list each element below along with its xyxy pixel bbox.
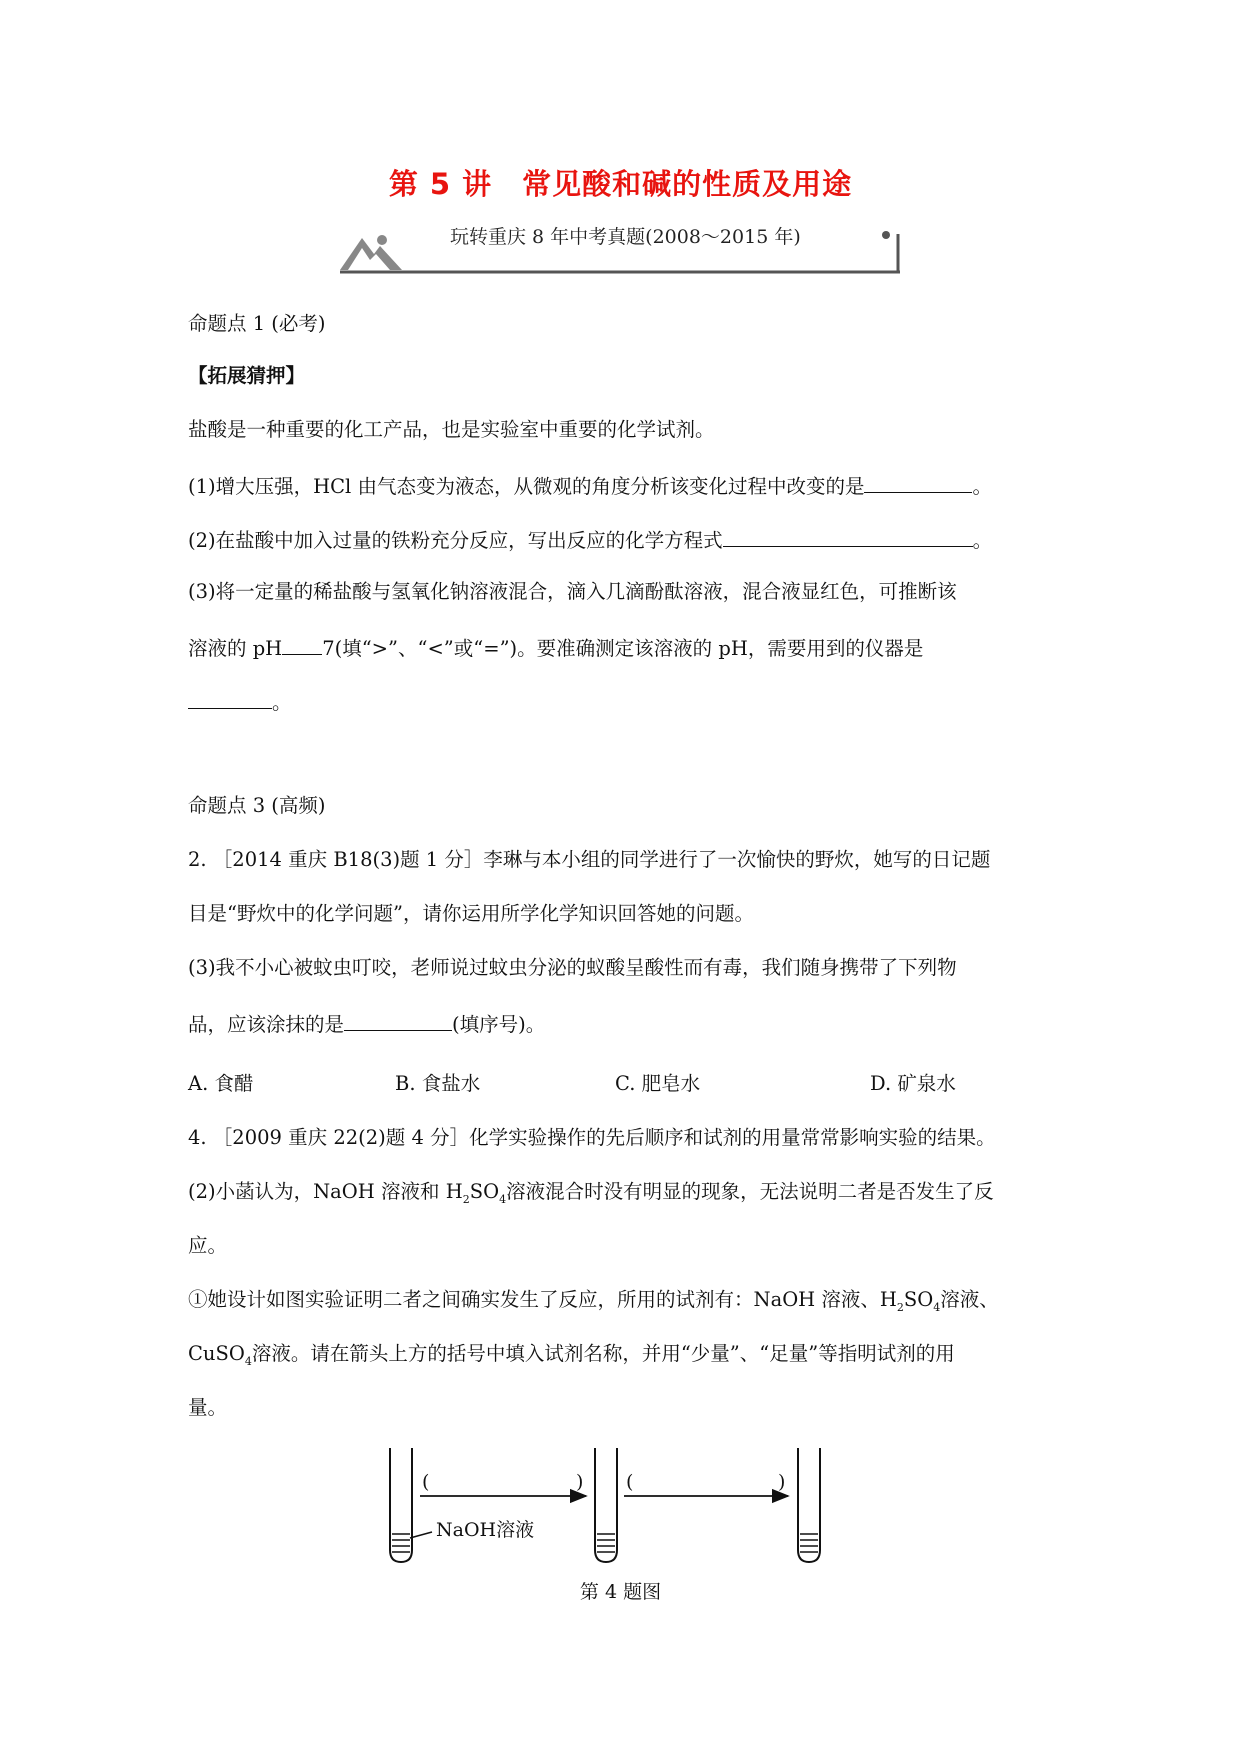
- section-heading-3: 命题点 3 (高频): [188, 794, 326, 817]
- close-paren-2: ): [778, 1471, 786, 1493]
- subscript: 4: [244, 1354, 252, 1368]
- page-title: 第 5 讲 常见酸和碱的性质及用途: [388, 167, 853, 201]
- section-heading-1: 命题点 1 (必考): [188, 312, 326, 335]
- tube-label: NaOH溶液: [436, 1519, 535, 1541]
- experiment-figure: [380, 1440, 860, 1570]
- problem-4-c1-line-2: [188, 1344, 955, 1367]
- question-3-line-3: [188, 690, 292, 713]
- punctuation: 。: [972, 529, 993, 552]
- answer-blank: [282, 636, 322, 655]
- subscript: 4: [933, 1300, 941, 1314]
- figure-caption: 第 4 题图: [579, 1581, 662, 1603]
- option-c: C. 肥皂水: [615, 1072, 701, 1095]
- question-1-text: (1)增大压强，HCl 由气态变为液态，从微观的角度分析该变化过程中改变的是: [188, 475, 865, 498]
- answer-blank: [344, 1012, 452, 1031]
- answer-blank: [864, 474, 972, 493]
- banner-text: 玩转重庆 8 年中考真题(2008～2015 年): [450, 226, 801, 248]
- option-a: A. 食醋: [188, 1072, 254, 1095]
- problem-4-q2-line-2: 应。: [188, 1234, 228, 1257]
- problem-4-line-1: 4. ［2009 重庆 22(2)题 4 分］化学实验操作的先后顺序和试剂的用量常常影响实验的结果。: [188, 1126, 996, 1149]
- mountain-logo-icon: [340, 235, 402, 270]
- problem-4-text: CuSO: [188, 1342, 245, 1365]
- answer-blank: [188, 690, 272, 709]
- test-tube-1: [390, 1448, 412, 1562]
- problem-4-text: 溶液、: [940, 1288, 999, 1311]
- problem-2-q3-line-2: [188, 1012, 545, 1035]
- problem-2-text: (填序号)。: [452, 1013, 546, 1036]
- question-3-text: 溶液的 pH: [188, 637, 283, 660]
- problem-4-text: (2)小菡认为，NaOH 溶液和 H: [188, 1180, 463, 1203]
- question-3-text: 7(填“>”、“<”或“=”)。要准确测定该溶液的 pH，需要用到的仪器是: [322, 637, 924, 660]
- label-pointer: [410, 1532, 432, 1538]
- answer-blank: [723, 528, 973, 547]
- problem-4-text: 溶液。请在箭头上方的括号中填入试剂名称，并用“少量”、“足量”等指明试剂的用: [251, 1342, 955, 1365]
- section-tag: 【拓展猜押】: [188, 364, 306, 387]
- problem-2-text: 品，应该涂抹的是: [188, 1013, 345, 1036]
- problem-2-line-1: 2. ［2014 重庆 B18(3)题 1 分］李琳与本小组的同学进行了一次愉快的野炊，她写的日记题: [188, 848, 991, 871]
- open-paren-2: (: [626, 1471, 634, 1493]
- close-paren-1: ): [576, 1471, 584, 1493]
- problem-4-c1-line-3: 量。: [188, 1396, 228, 1419]
- problem-4-text: ①她设计如图实验证明二者之间确实发生了反应，所用的试剂有：NaOH 溶液、H: [188, 1288, 897, 1311]
- problem-4-c1-line-1: [188, 1290, 999, 1313]
- problem-4-text: 溶液混合时没有明显的现象，无法说明二者是否发生了反: [506, 1180, 994, 1203]
- option-d: D. 矿泉水: [870, 1072, 956, 1095]
- question-3-line-1: (3)将一定量的稀盐酸与氢氧化钠溶液混合，滴入几滴酚酞溶液，混合液显红色，可推断该: [188, 580, 957, 603]
- subscript: 4: [499, 1192, 507, 1206]
- question-1: [188, 474, 992, 497]
- option-b: B. 食盐水: [395, 1072, 481, 1095]
- subscript: 2: [462, 1192, 470, 1206]
- intro-text: 盐酸是一种重要的化工产品，也是实验室中重要的化学试剂。: [188, 418, 715, 441]
- question-2-text: (2)在盐酸中加入过量的铁粉充分反应，写出反应的化学方程式: [188, 529, 723, 552]
- problem-4-text: SO: [903, 1288, 934, 1311]
- problem-2-q3-line-1: (3)我不小心被蚊虫叮咬，老师说过蚊虫分泌的蚁酸呈酸性而有毒，我们随身携带了下列物: [188, 956, 957, 979]
- question-2: [188, 528, 992, 551]
- problem-4-q2-line-1: [188, 1182, 994, 1205]
- question-3-line-2: [188, 636, 923, 659]
- problem-4-text: SO: [469, 1180, 500, 1203]
- punctuation: 。: [972, 475, 992, 498]
- subscript: 2: [896, 1300, 904, 1314]
- problem-2-line-2: 目是“野炊中的化学问题”，请你运用所学化学知识回答她的问题。: [188, 902, 754, 925]
- punctuation: 。: [272, 691, 292, 714]
- open-paren-1: (: [422, 1471, 430, 1493]
- test-tube-3: [798, 1448, 820, 1562]
- test-tube-2: [595, 1448, 617, 1562]
